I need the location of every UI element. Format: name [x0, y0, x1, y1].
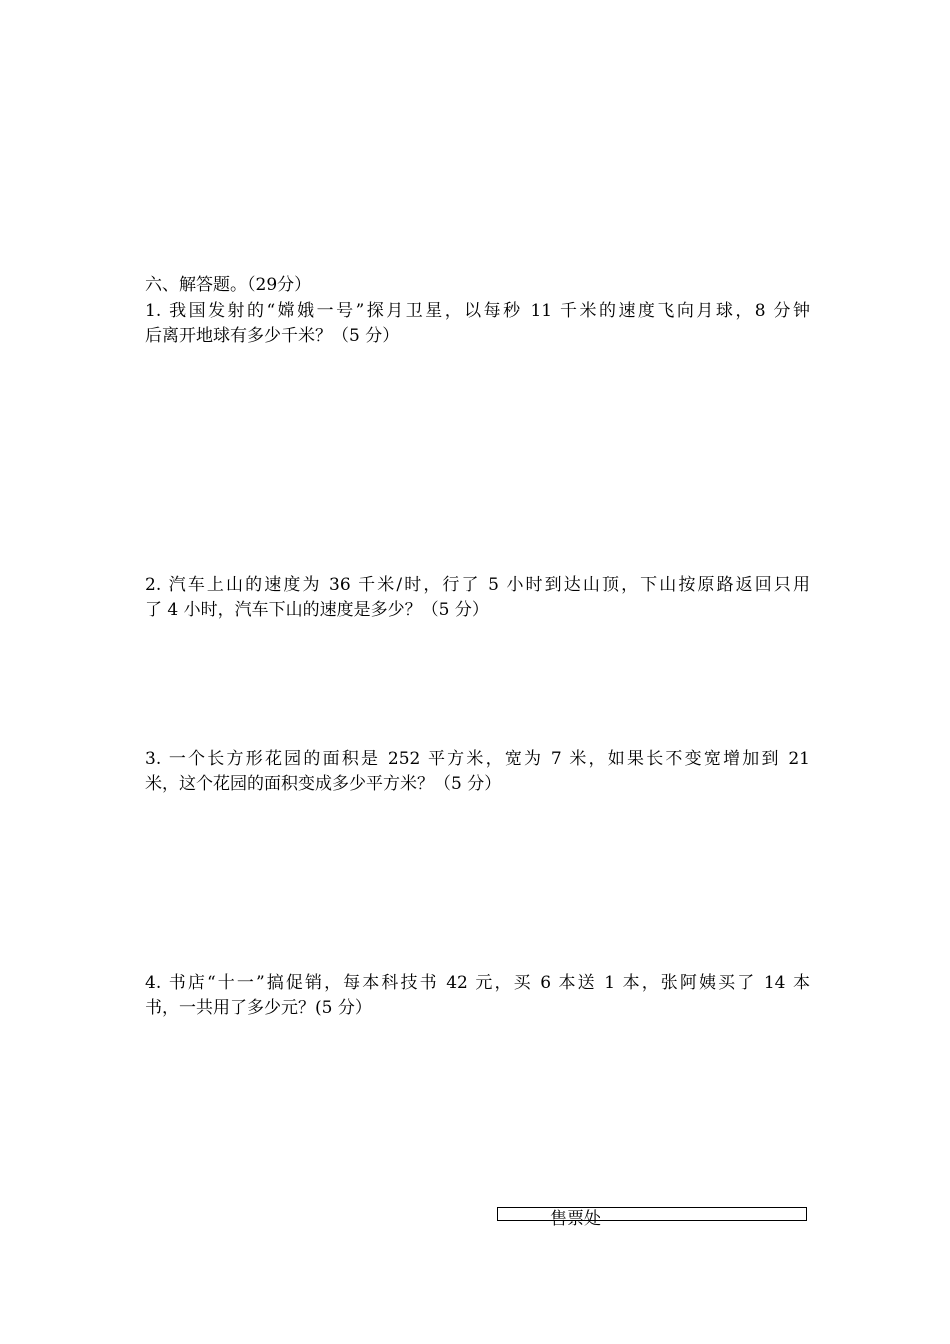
ticket-office-label: 售票处: [550, 1209, 601, 1229]
section-title: 六、解答题。（29分）: [145, 275, 312, 295]
question-3-line-1: 3. 一个长方形花园的面积是 252 平方米，宽为 7 米，如果长不变宽增加到 21: [145, 749, 810, 769]
question-3-line-2: 米，这个花园的面积变成多少平方米？（5 分）: [145, 774, 502, 794]
question-2-line-1: 2. 汽车上山的速度为 36 千米/时，行了 5 小时到达山顶，下山按原路返回只用: [145, 575, 810, 595]
ticket-office-figure: [497, 1207, 807, 1229]
question-2-line-2: 了 4 小时，汽车下山的速度是多少？（5 分）: [145, 600, 489, 620]
question-1-line-1: 1. 我国发射的“嫦娥一号”探月卫星，以每秒 11 千米的速度飞向月球，8 分钟: [145, 301, 810, 321]
question-4-line-1: 4. 书店“十一”搞促销，每本科技书 42 元，买 6 本送 1 本，张阿姨买了 14 本: [145, 973, 810, 993]
question-4-line-2: 书，一共用了多少元？(5 分）: [145, 998, 372, 1018]
question-1-line-2: 后离开地球有多少千米？（5 分）: [145, 326, 400, 346]
